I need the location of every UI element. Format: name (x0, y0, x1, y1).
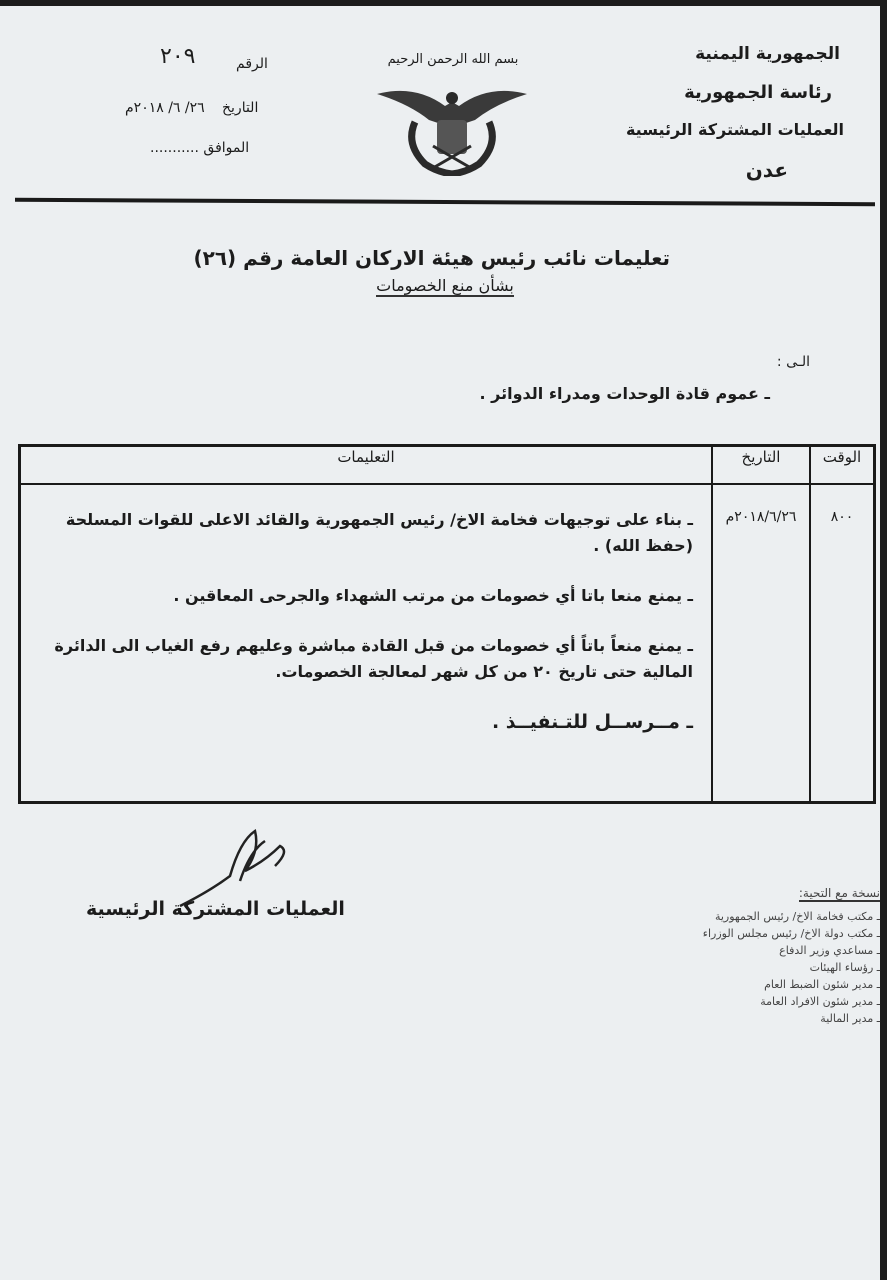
header-presidency: رئاسة الجمهورية (684, 82, 832, 103)
copy-item: ـ رؤساء الهيئات (809, 961, 880, 974)
date-label: التاريخ (222, 100, 259, 116)
copy-item: ـ مدير شئون الضبط العام (764, 978, 880, 991)
document-subject: بشأن منع الخصومات (376, 276, 514, 295)
basmala: بسم الله الرحمن الرحيم (387, 52, 519, 67)
copy-item: ـ مكتب دولة الاخ/ رئيس مجلس الوزراء (702, 927, 880, 940)
ref-number-value: ٢٠٩ (160, 44, 196, 69)
instructions-cell (20, 484, 713, 803)
header-date: التاريخ (712, 446, 810, 485)
instruction-item: ـ يمنع منعاً باتاً أي خصومات من قبل القادة مباشرة وعليهم رفع الغياب الى الدائرة المالية حتى تاريخ ٢٠ من كل شهر لمعالجة الخصومات. (54, 636, 693, 681)
date-cell: ٢٠١٨/٦/٢٦م (712, 484, 810, 803)
copy-item: ـ مدير شئون الافراد العامة (760, 995, 880, 1008)
date-value: ٢٦/ ٦/ ٢٠١٨م (125, 100, 205, 116)
header-divider (15, 198, 875, 207)
signature-title: العمليات المشتركة الرئيسية (86, 898, 345, 920)
instructions-table (18, 444, 876, 804)
ref-number-label: الرقم (236, 56, 268, 72)
document-title: تعليمات نائب رئيس هيئة الاركان العامة رقم (٢٦) (193, 246, 670, 270)
document-page (0, 6, 880, 1280)
header-instructions: التعليمات (20, 446, 713, 485)
corresponding-label: الموافق ........... (150, 140, 250, 156)
header-time: الوقت (810, 446, 875, 485)
copy-item: ـ مساعدي وزير الدفاع (779, 944, 880, 957)
header-city: عدن (745, 158, 788, 182)
copy-item: ـ مكتب فخامة الاخ/ رئيس الجمهورية (714, 910, 880, 923)
time-cell: ٨٠٠ (810, 484, 875, 803)
eagle-emblem-icon (375, 84, 529, 176)
instruction-item: ـ بناء على توجيهات فخامة الاخ/ رئيس الجمهورية والقائد الاعلى للقوات المسلحة (حفظ الله) . (65, 510, 693, 555)
header-department: العمليات المشتركة الرئيسية (625, 120, 844, 139)
instruction-item: ـ يمنع منعا باتا أي خصومات من مرتب الشهداء والجرحى المعاقين . (173, 586, 693, 605)
copies-label: نسخة مع التحية: (798, 886, 880, 900)
header-country: الجمهورية اليمنية (695, 44, 840, 64)
instruction-item: ـ مــرســل للتـنفيــذ . (491, 711, 693, 733)
copies-list (560, 886, 880, 1029)
copy-item: ـ مدير المالية (820, 1012, 880, 1025)
to-label: الـى : (776, 354, 810, 370)
to-recipient: ـ عموم قادة الوحدات ومدراء الدوائر . (479, 384, 770, 403)
